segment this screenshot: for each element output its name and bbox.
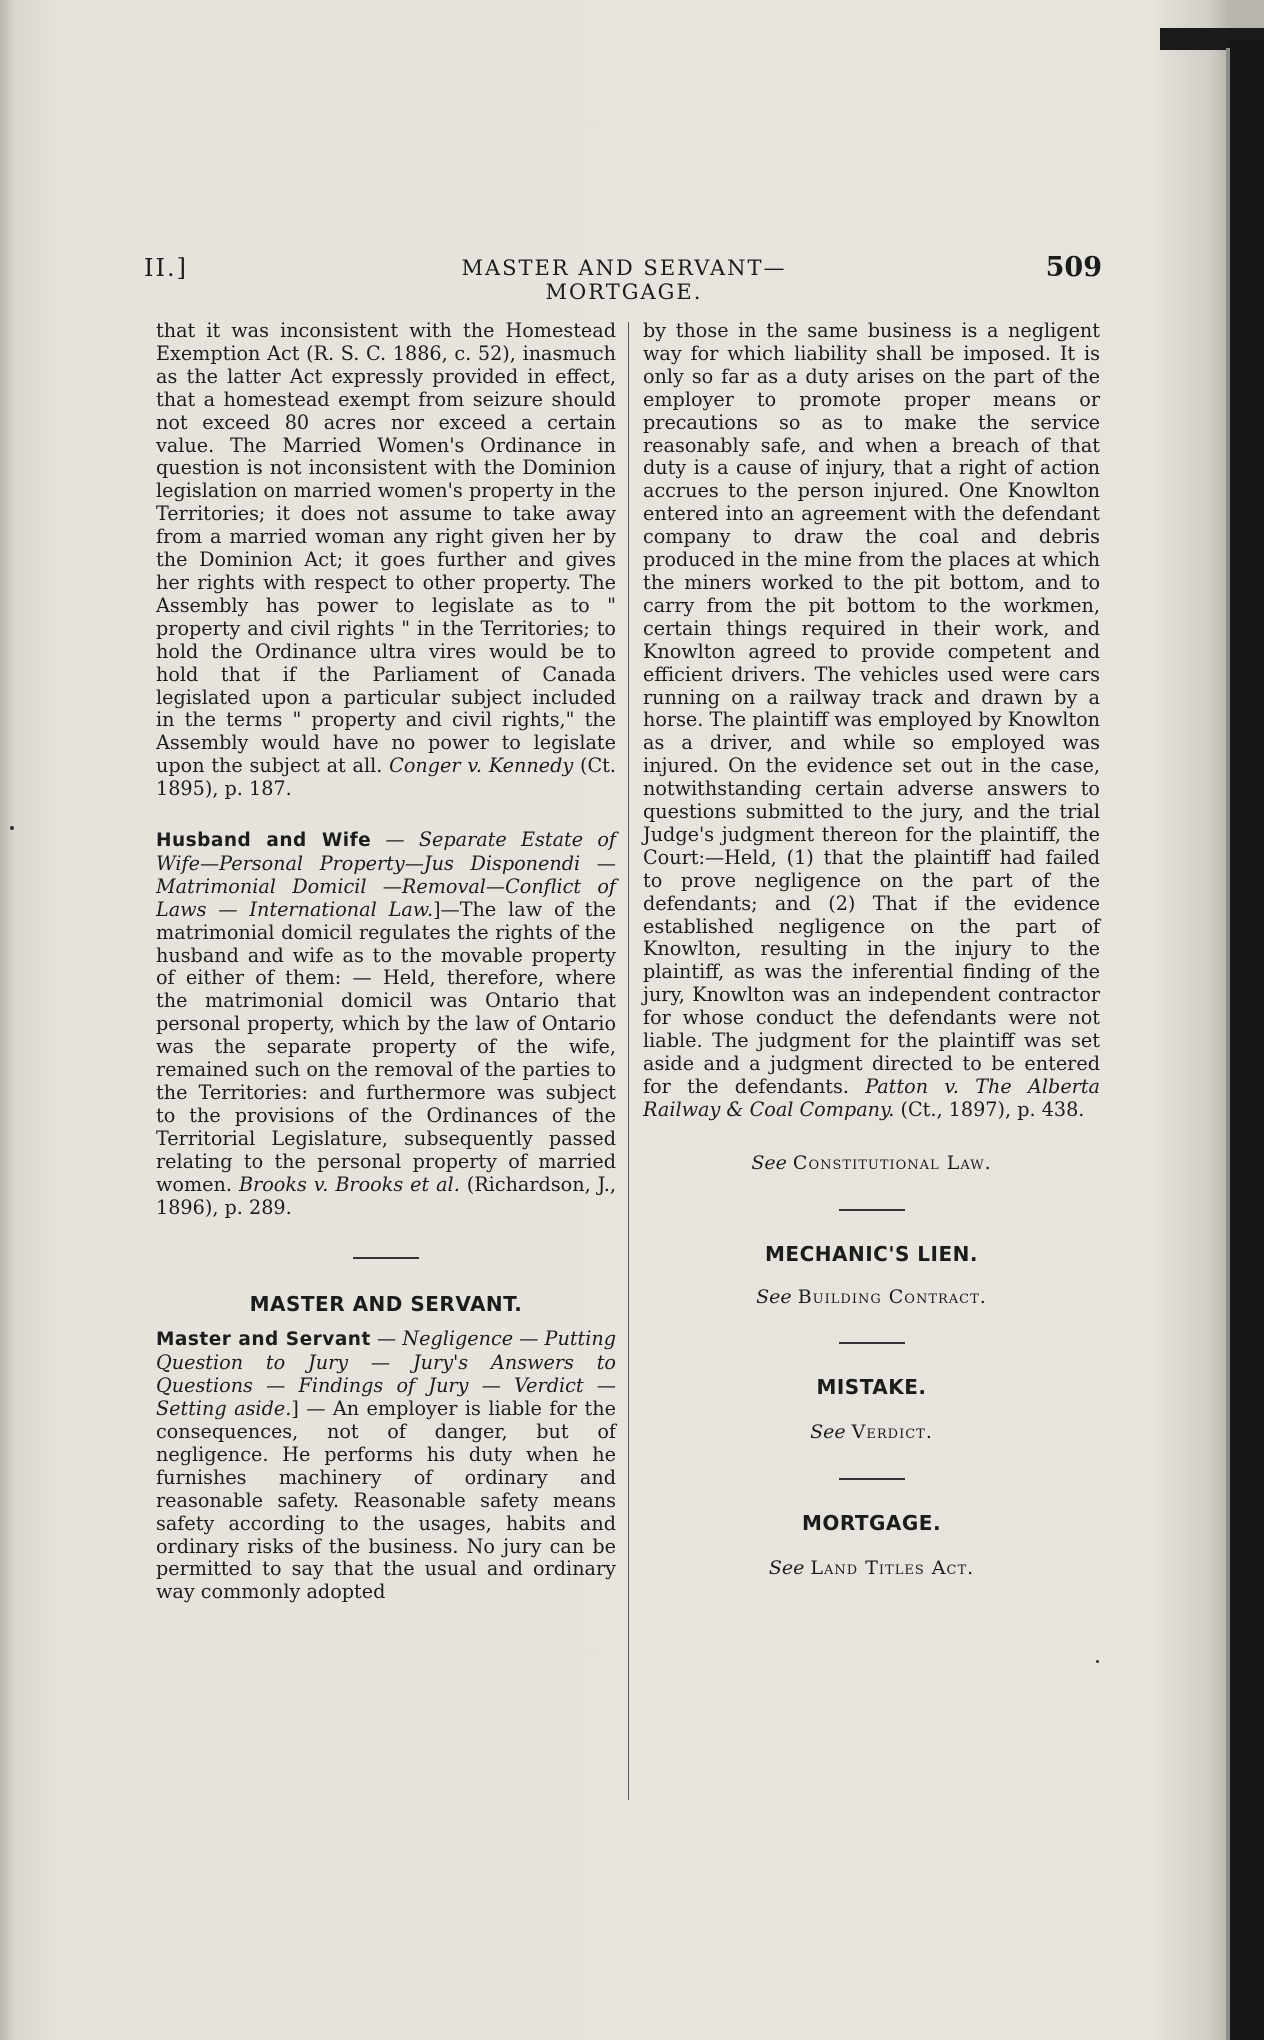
section-title-mortgage: MORTGAGE. <box>801 1511 942 1536</box>
see-word: See <box>768 1557 805 1580</box>
section-title-mechanics-lien: MECHANIC'S LIEN. <box>765 1241 978 1266</box>
entry-subjects: Separate Estate of Wife—Personal Property—Jus Disponendi — Matrimonial Domicil —Removal—Conflict of Laws — International Law. <box>156 828 616 921</box>
see-word: See <box>751 1151 787 1174</box>
cross-reference-target: Building Contract. <box>797 1285 987 1308</box>
master-servant-continuation <box>643 320 1100 1122</box>
cross-reference <box>643 1152 1100 1175</box>
running-header <box>144 252 1102 304</box>
case-name: Brooks v. Brooks et al. <box>238 1172 460 1196</box>
see-word: See <box>810 1421 846 1444</box>
section-title-mistake: MISTAKE. <box>816 1375 927 1400</box>
entry-dash: — <box>370 1327 403 1351</box>
margin-mark <box>10 826 14 830</box>
entry-subjects: Negligence — Putting Question to Jury — Jury's Answers to Questions — Findings of Jury — Verdict — Setting aside. <box>156 1327 617 1421</box>
homestead-paragraph <box>156 320 616 801</box>
margin-mark <box>1096 1660 1099 1663</box>
entry-body: ] — An employer is liable for the consequences, not of danger, but of negligence. He performs his duty when he furnishes machinery of ordinary and reasonable safety. Reasonable safety means safety according to the usages, habits and ordinary risks of the business. No jury can be permitted to say that the usual and ordinary way commonly adopted <box>156 1397 616 1604</box>
see-word: See <box>756 1285 792 1308</box>
case-citation: (Ct., 1897), p. 438. <box>900 1097 1085 1121</box>
case-citation: (Ct. 1895), p. 187. <box>156 754 616 801</box>
section-title-master-servant: MASTER AND SERVANT. <box>249 1292 523 1317</box>
case-name: Conger v. Kennedy <box>389 754 574 778</box>
case-name: Patton v. The Alberta Railway & Coal Company. <box>643 1074 1100 1121</box>
case-citation: (Richardson, J., 1896), p. 289. <box>156 1172 617 1219</box>
entry-body: ]—The law of the matrimonial domicil regulates the rights of the husband and wife as to the movable property of either of them: — Held, therefore, where the matrimonial domicil was Ontario that personal property, which by the law of Ontario was the separate property of the wife, remained such on the removal of the parties to the Territories: and furthermore was subject to the provisions of the Ordinances of the Territorial Legislature, subsequently passed relating to the personal property of married women. <box>156 897 617 1196</box>
cross-reference-target: Constitutional Law. <box>792 1151 992 1174</box>
entry-heading: Husband and Wife <box>156 830 372 852</box>
page-edge <box>1226 48 1230 2040</box>
left-column <box>156 320 616 1604</box>
right-column <box>643 320 1100 1580</box>
scan-border-right <box>1229 40 1264 2040</box>
homestead-text: that it was inconsistent with the Homestead Exemption Act (R. S. C. 1886, c. 52), inasmuch as the latter Act expressly provided in effect, that a homestead exempt from seizure should not exceed 80 acres nor exceed a certain value. The Married Women's Ordinance in question is not inconsistent with the Dominion legislation on married women's property in the Territories; it does not assume to take away from a married woman any right given her by the Dominion Act; it goes further and gives her rights with respect to other property. The Assembly has power to legislate as to " property and civil rights " in the Territories; to hold the Ordinance ultra vires would be to hold that if the Parliament of Canada legislated upon a particular subject included in the terms " property and civil rights," the Assembly would have no power to legislate upon the subject at all. <box>156 319 616 778</box>
entry-heading: Master and Servant <box>156 1329 371 1351</box>
page-number: 509 <box>1045 252 1102 283</box>
cross-reference <box>643 1286 1100 1309</box>
part-number: II.] <box>144 254 188 282</box>
cross-reference-target: Land Titles Act. <box>810 1557 975 1580</box>
column-divider <box>628 322 629 1800</box>
running-title: MASTER AND SERVANT—MORTGAGE. <box>461 256 787 304</box>
cross-reference <box>643 1557 1100 1580</box>
cross-reference <box>643 1421 1100 1444</box>
entry-body: by those in the same business is a negligent way for which liability shall be imposed. It is only so far as a duty arises on the part of the employer to promote proper means or precautions so as to make the service reasonably safe, and when a breach of that duty is a cause of injury, that a right of action accrues to the person injured. One Knowlton entered into an agreement with the defendant company to draw the coal and debris produced in the mine from the places at which the miners worked to the pit bottom, and to carry from the pit bottom to the workmen, certain things required in their work, and Knowlton agreed to provide competent and efficient drivers. The vehicles used were cars running on a railway track and drawn by a horse. The plaintiff was employed by Knowlton as a driver, and while so employed was injured. On the evidence set out in the case, notwithstanding certain adverse answers to questions submitted to the jury, and the trial Judge's judgment thereon for the plaintiff, the Court:—Held, (1) that the plaintiff had failed to prove negligence on the part of the defendants; and (2) That if the evidence established negligence on the part of Knowlton, resulting in the injury to the plaintiff, as was the inferential finding of the jury, Knowlton was an independent contractor for whose conduct the defendants were not liable. The judgment for the plaintiff was set aside and a judgment directed to be entered for the defendants. <box>643 319 1100 1098</box>
master-servant-entry <box>156 1328 616 1604</box>
husband-wife-entry <box>156 829 616 1219</box>
entry-dash: — <box>371 828 419 852</box>
cross-reference-target: Verdict. <box>851 1421 933 1444</box>
